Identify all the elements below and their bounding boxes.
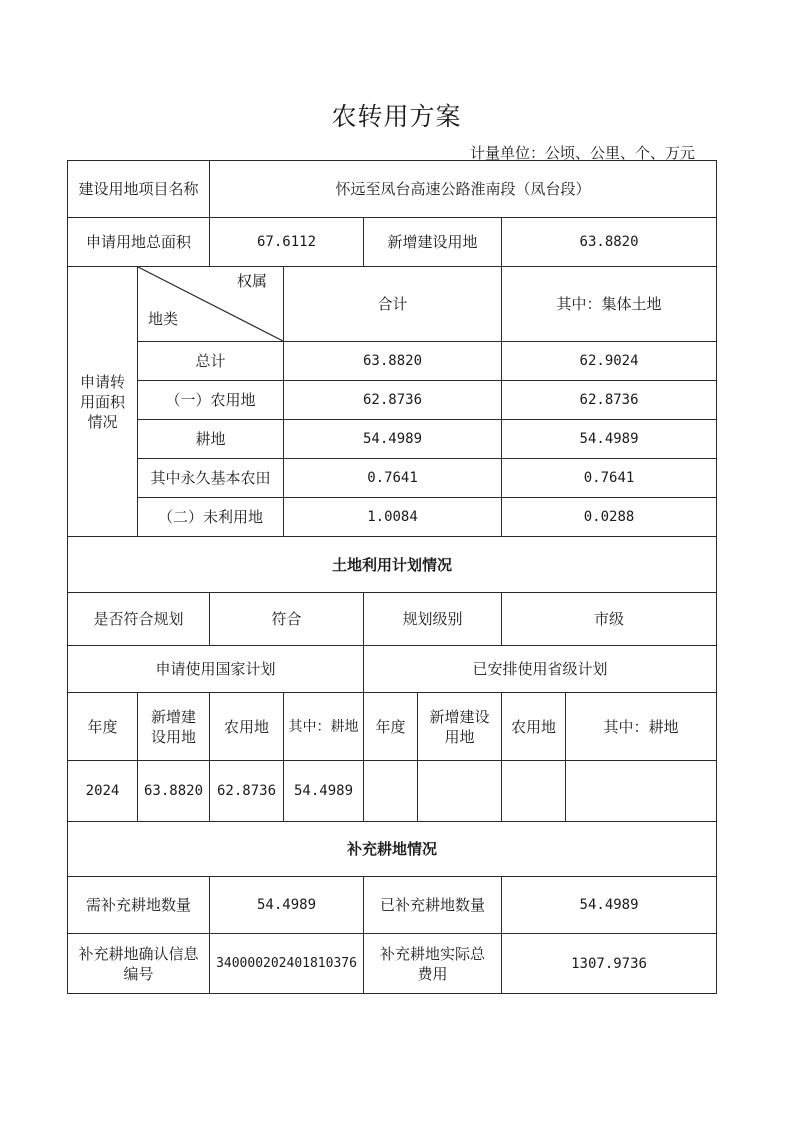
level-label: 规划级别 — [364, 593, 502, 646]
conversion-row — [68, 459, 717, 498]
area-row — [68, 218, 717, 267]
total-area-value: 67.6112 — [210, 218, 364, 267]
national-arable-header: 其中：耕地 — [284, 693, 364, 761]
project-row — [68, 161, 717, 218]
national-year-header: 年度 — [68, 693, 138, 761]
level-value: 市级 — [502, 593, 717, 646]
conversion-total-value: 54.4989 — [284, 420, 502, 459]
conversion-collective-value: 0.0288 — [502, 498, 717, 537]
project-name: 怀远至凤台高速公路淮南段（凤台段） — [210, 161, 717, 218]
conversion-row-label-cell: 总计 — [138, 342, 284, 381]
conversion-row — [68, 498, 717, 537]
need-value: 54.4989 — [210, 877, 364, 934]
national-farm-value: 62.8736 — [210, 761, 284, 822]
provincial-farm-header: 农用地 — [502, 693, 566, 761]
diagonal-top-label: 权属 — [237, 272, 268, 290]
done-label: 已补充耕地数量 — [364, 877, 502, 934]
project-label: 建设用地项目名称 — [68, 161, 210, 218]
plan-source-row — [68, 646, 717, 693]
page-title: 农转用方案 — [331, 102, 462, 131]
provincial-farm-value — [502, 761, 566, 822]
conversion-row-label: 申请转用面积情况 — [68, 267, 138, 537]
conversion-row — [68, 420, 717, 459]
total-area-label: 申请用地总面积 — [68, 218, 210, 267]
conversion-collective-value: 0.7641 — [502, 459, 717, 498]
conversion-total-value: 0.7641 — [284, 459, 502, 498]
land-plan-header: 土地利用计划情况 — [68, 537, 717, 593]
conform-label: 是否符合规划 — [68, 593, 210, 646]
national-new-header: 新增建设用地 — [138, 693, 210, 761]
national-farm-header: 农用地 — [210, 693, 284, 761]
conversion-row — [68, 342, 717, 381]
col-collective-header: 其中：集体土地 — [502, 267, 717, 342]
provincial-new-header: 新增建设用地 — [418, 693, 502, 761]
need-label: 需补充耕地数量 — [68, 877, 210, 934]
conversion-collective-value: 62.8736 — [502, 381, 717, 420]
confirm-value: 340000202401810376 — [210, 934, 364, 994]
conform-value: 符合 — [210, 593, 364, 646]
conversion-plan-table — [67, 160, 717, 994]
provincial-arable-header: 其中：耕地 — [566, 693, 717, 761]
supplement-quantity-row — [68, 877, 717, 934]
plan-values-row — [68, 761, 717, 822]
conversion-total-value: 63.8820 — [284, 342, 502, 381]
conform-row — [68, 593, 717, 646]
supplement-info-row — [68, 934, 717, 994]
national-year-value: 2024 — [68, 761, 138, 822]
conversion-header-row — [68, 267, 717, 342]
conversion-total-value: 62.8736 — [284, 381, 502, 420]
conversion-row-label-cell: （二）未利用地 — [138, 498, 284, 537]
national-arable-value: 54.4989 — [284, 761, 364, 822]
provincial-arable-value — [566, 761, 717, 822]
land-plan-header-row — [68, 537, 717, 593]
unit-label: 计量单位：公顷、公里、个、万元 — [470, 144, 696, 162]
cost-value: 1307.9736 — [502, 934, 717, 994]
provincial-year-value — [364, 761, 418, 822]
done-value: 54.4989 — [502, 877, 717, 934]
diagonal-header-cell — [138, 267, 284, 342]
provincial-year-header: 年度 — [364, 693, 418, 761]
plan-columns-row — [68, 693, 717, 761]
supplement-header-row — [68, 822, 717, 877]
col-total-header: 合计 — [284, 267, 502, 342]
conversion-row-label-cell: （一）农用地 — [138, 381, 284, 420]
conversion-row — [68, 381, 717, 420]
conversion-collective-value: 54.4989 — [502, 420, 717, 459]
national-new-value: 63.8820 — [138, 761, 210, 822]
confirm-label: 补充耕地确认信息编号 — [68, 934, 210, 994]
conversion-total-value: 1.0084 — [284, 498, 502, 537]
conversion-row-label-cell: 耕地 — [138, 420, 284, 459]
conversion-row-label-cell: 其中永久基本农田 — [138, 459, 284, 498]
supplement-header: 补充耕地情况 — [68, 822, 717, 877]
conversion-collective-value: 62.9024 — [502, 342, 717, 381]
provincial-plan-label: 已安排使用省级计划 — [364, 646, 717, 693]
new-construction-value: 63.8820 — [502, 218, 717, 267]
national-plan-label: 申请使用国家计划 — [68, 646, 364, 693]
new-construction-label: 新增建设用地 — [364, 218, 502, 267]
provincial-new-value — [418, 761, 502, 822]
diagonal-bottom-label: 地类 — [148, 310, 179, 328]
cost-label: 补充耕地实际总费用 — [364, 934, 502, 994]
